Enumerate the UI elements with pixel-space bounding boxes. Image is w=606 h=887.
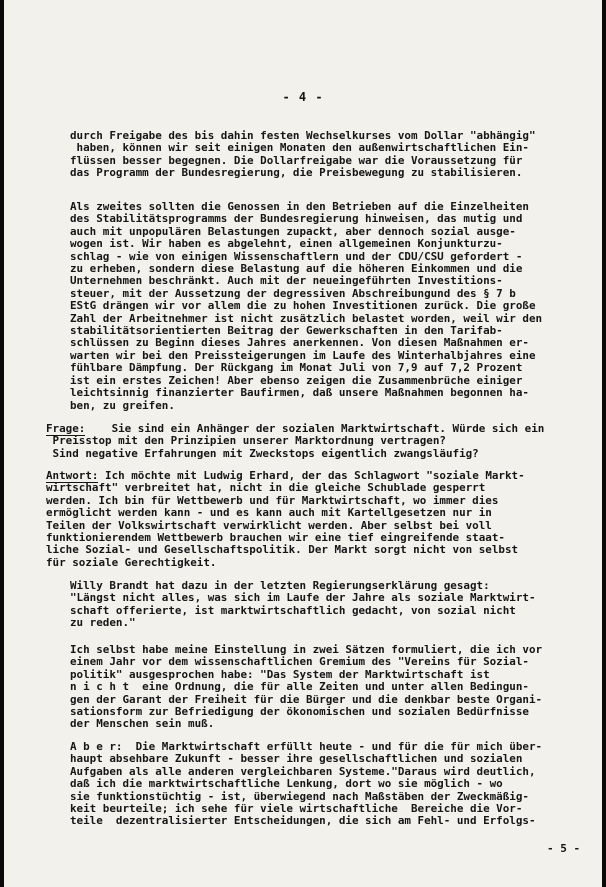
question-block — [46, 423, 544, 460]
answer-label: Antwort: — [46, 469, 99, 482]
answer-block — [46, 470, 525, 569]
question-text: Sie sind ein Anhänger der sozialen Marktwirtschaft. Würde sich ein Preisstop mit den Prinzipien unserer Marktordnung vertragen? Sind negative Erfahrungen mit Zweckstops eigentlich zwangsläufig? — [52, 422, 545, 460]
page-number: - 4 - — [282, 90, 324, 104]
paragraph-dollar-release: durch Freigabe des bis dahin festen Wechselkurses vom Dollar "abhängig" haben, können wir seit einigen Monaten den außenwirtschaftlichen Ein- flüssen besser begegnen. Die Dollarfreigabe war die Voraussetzung für das Programm der Bundesregierung, die Preisbewegung zu stabilisieren. — [70, 129, 536, 180]
paragraph-brandt-quote: Willy Brandt hat dazu in der letzten Regierungserklärung gesagt: "Längst nicht alles, was sich im Laufe der Jahre als soziale Marktwirt- schaft offerierte, ist marktwirtschaftlich gedacht, von sozial nicht zu reden." — [70, 579, 536, 630]
answer-text: Ich möchte mit Ludwig Erhard, der das Schlagwort "soziale Markt- wirtschaft" verbreitet hat, nicht in die gleiche Schublade gesperrt werden. Ich bin für Wettbewerb und für Marktwirtschaft, wo immer dies ermöglicht werden kann - und es kann auch mit Kartellgesetzen nur in Teilen der Volkswirtschaft verwirklicht werden. Aber selbst bei voll funktionierendem Wettbewerb brauchen wir eine tief eingreifende staat- liche Sozial- und Gesellschaftspolitik. Der Markt sorgt nicht von selbst für soziale Gerechtigkeit. — [46, 469, 525, 569]
paragraph-market-economy: A b e r: Die Marktwirtschaft erfüllt heute - und für die für mich über- haupt absehbare Zukunft - besser ihre gesellschaftlichen und sozialen Aufgaben als alle anderen vergleichbaren Systeme."Daraus wird deutlich, daß ich die marktwirtschaftliche Lenkung, dort wo sie möglich - wo sie funktionstüchtig - ist, überwiegend nach Maßstäben der Zweckmäßig- keit beurteile; ich sehe für viele wirtschaftliche Bereiche die Vor- teile dezentralisierter Entscheidungen, die sich am Fehl- und Erfolgs- — [70, 740, 543, 828]
paragraph-stability-program: Als zweites sollten die Genossen in den Betrieben auf die Einzelheiten des Stabilitätsprogramms der Bundesregierung hinweisen, das mutig und auch mit unpopulären Belastungen zupackt, aber dennoch sozial ausge- wogen ist. Wir haben es abgelehnt, einen allgemeinen Konjunkturzu- schlag - wie von einigen Wissenschaftlern und der CDU/CSU gefordert - zu erheben, sondern diese Belastung auf die höheren Einkommen und die Unternehmen beschränkt. Auch mit der neueingeführten Investitions- steuer, mit der Aussetzung der degressiven Abschreibungund des § 7 b EStG drängen wir vor allem die zu hohen Investitionen zurück. Die große Zahl der Arbeitnehmer ist nicht zusätzlich belastet worden, weil wir den stabilitätsorientierten Beitrag der Gewerkschaften in den Tarifab- schlüssen zu Beginn dieses Jahres anerkennen. Von diesen Maßnahmen er- warten wir bei den Preissteigerungen im Laufe des Winterhalbjahres eine fühlbare Dämpfung. Der Rückgang im Monat Juli von 7,9 auf 7,2 Prozent ist ein erstes Zeichen! Aber ebenso zeigen die Zusammenbrüche einiger leichtsinnig finanzierter Baufirmen, daß unsere Maßnahmen begonnen ha- ben, zu greifen. — [70, 200, 543, 412]
question-label: Frage: — [46, 422, 86, 435]
paragraph-own-position: Ich selbst habe meine Einstellung in zwei Sätzen formuliert, die ich vor einem Jahr vor dem wissenschaftlichen Gremium des "Vereins für Sozial- politik" ausgesprochen habe: "Das System der Marktwirtschaft ist n i c h t eine Ordnung, die für alle Zeiten und unter allen Bedingun- gen der Garant der Freiheit für die Bürger und die denkbar beste Organi- sationsform zur Befriedigung der ökonomischen und sozialen Bedürfnisse der Menschen sein muß. — [70, 643, 543, 731]
next-page-marker: - 5 - — [547, 842, 581, 855]
